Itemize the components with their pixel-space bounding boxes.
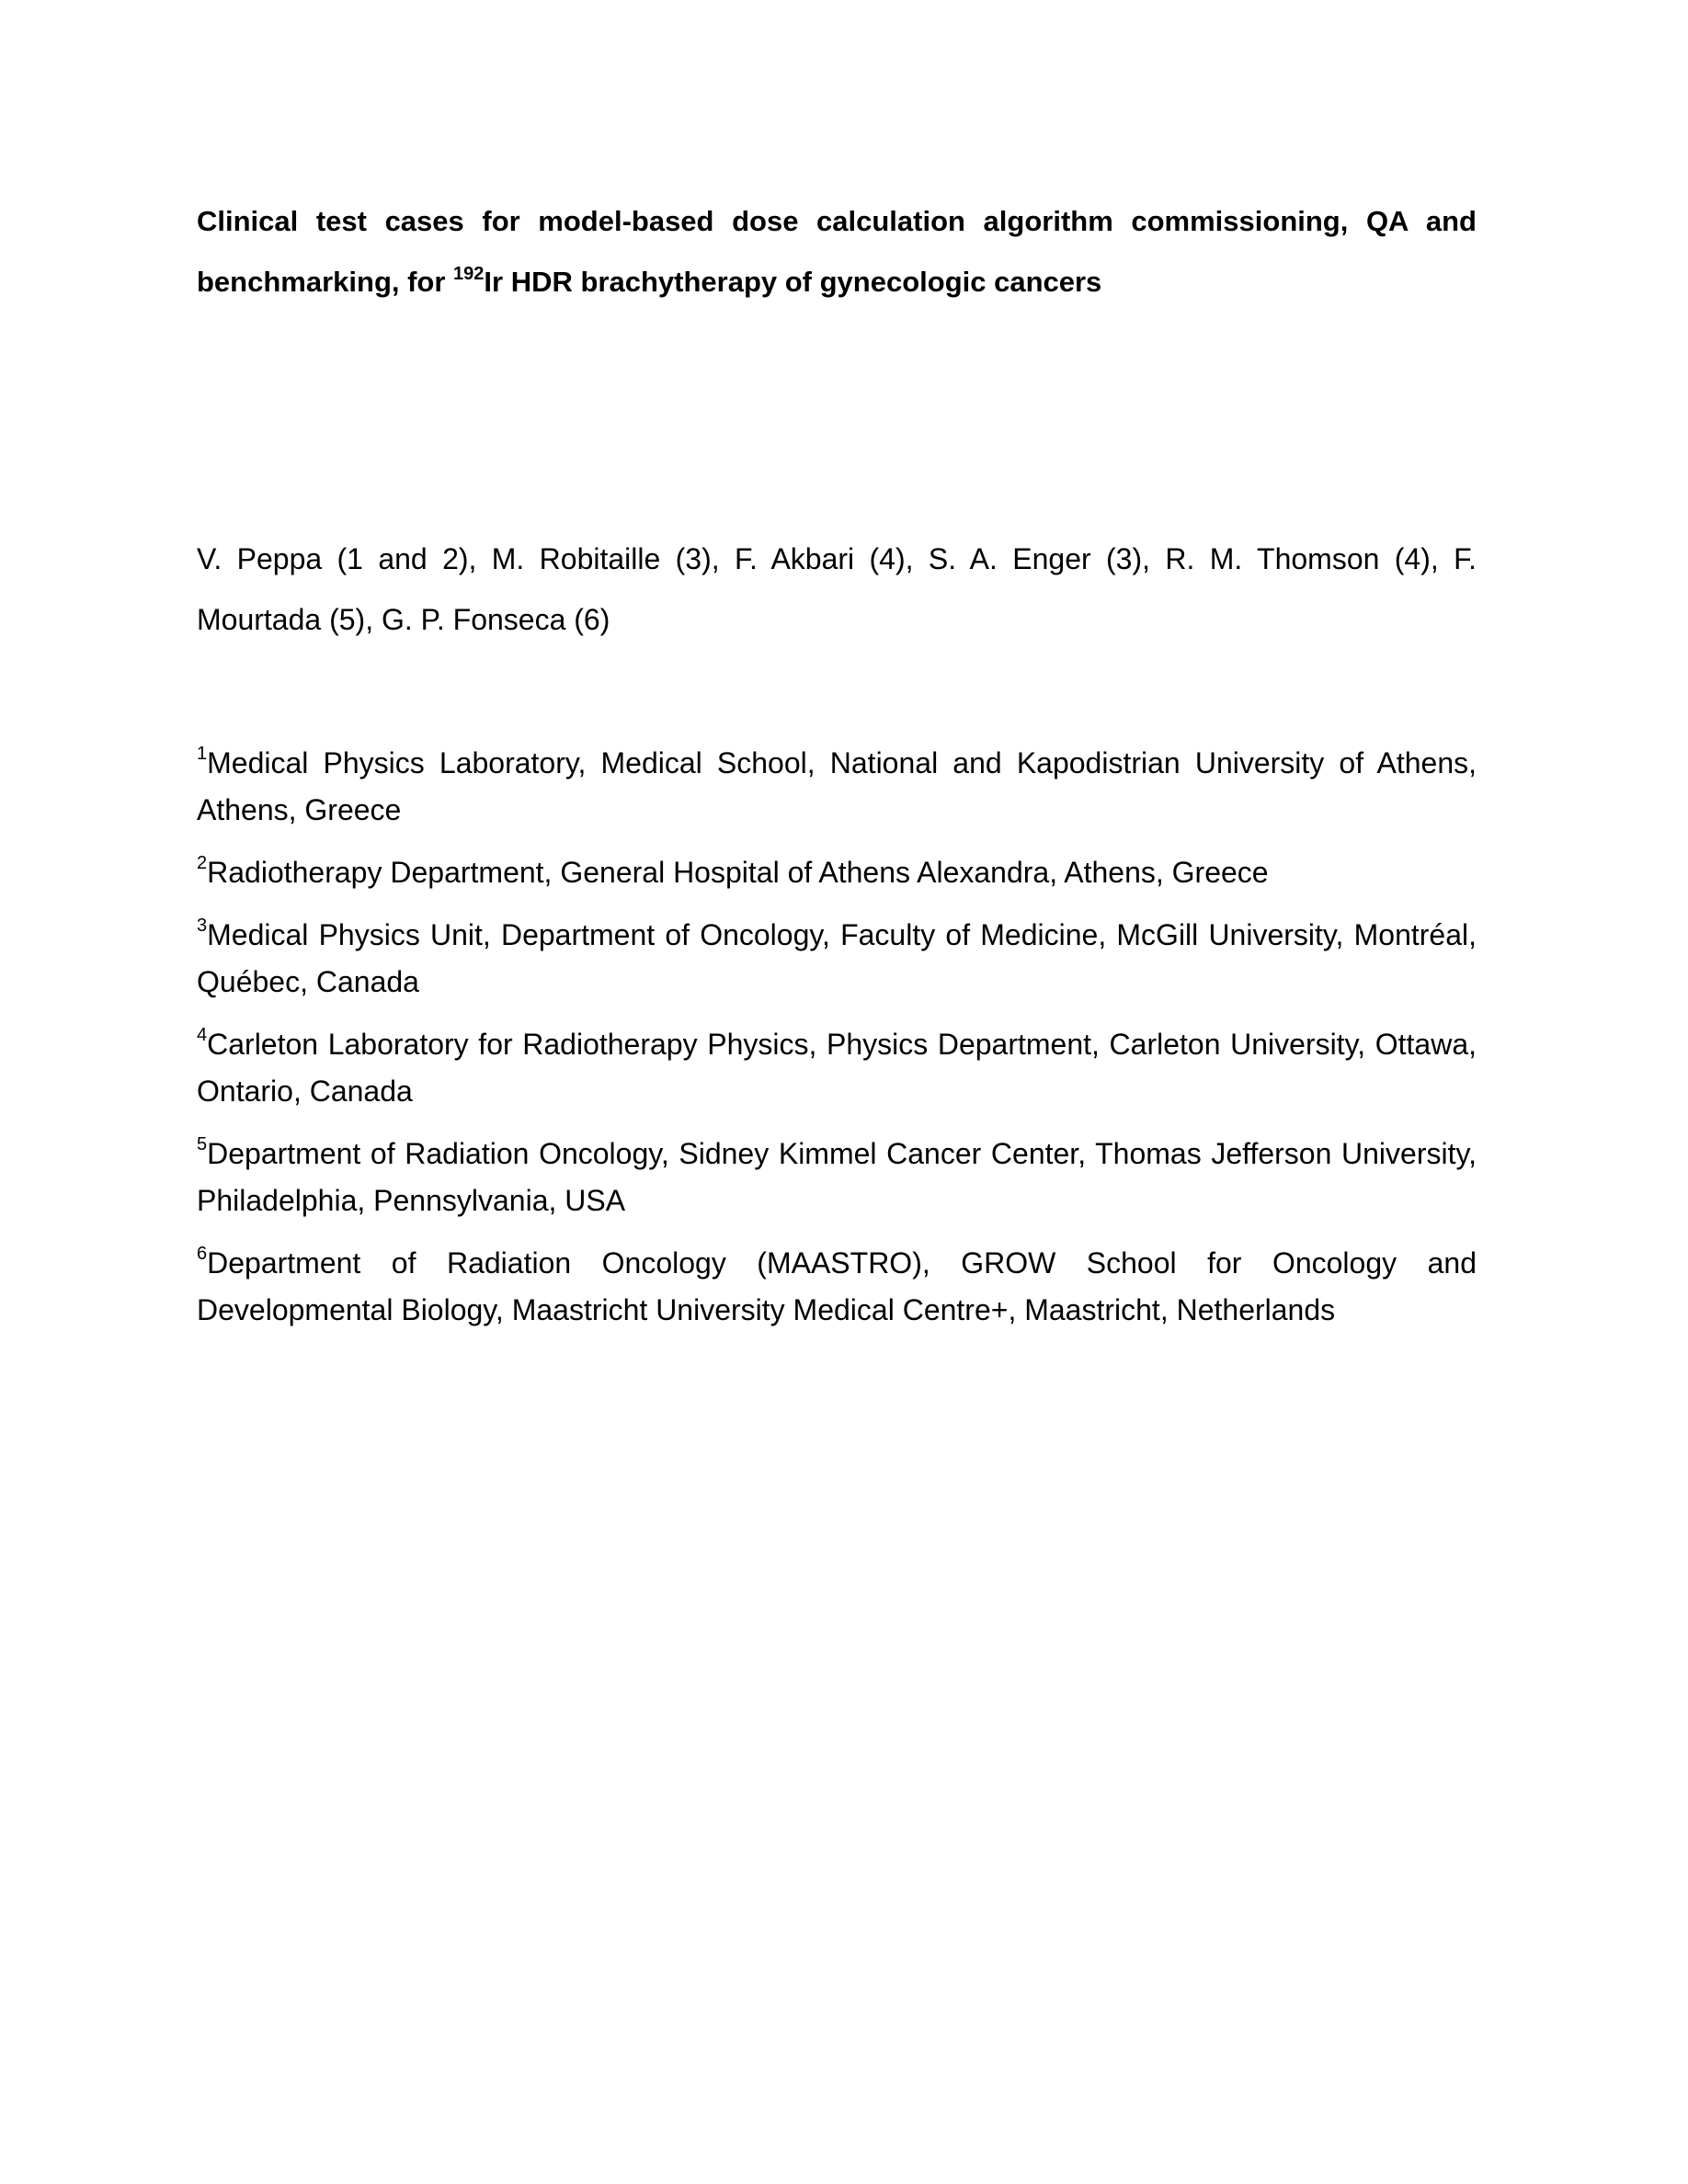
paper-title: [197, 191, 1477, 313]
affiliation-text: Medical Physics Unit, Department of Oncology, Faculty of Medicine, McGill University, Montréal, Québec, Canada: [197, 918, 1477, 998]
affiliation-text: Radiotherapy Department, General Hospital of Athens Alexandra, Athens, Greece: [207, 856, 1269, 889]
affiliation-text: Medical Physics Laboratory, Medical School, National and Kapodistrian University of Athens, Athens, Greece: [197, 746, 1477, 826]
affiliation-number: 2: [197, 853, 208, 874]
affiliation-item: [197, 1131, 1477, 1224]
affiliation-number: 6: [197, 1244, 208, 1265]
title-text-part2: Ir HDR brachytherapy of gynecologic cancers: [484, 266, 1102, 298]
affiliation-item: [197, 1021, 1477, 1115]
isotope-mass-superscript: 192: [453, 263, 485, 284]
affiliation-item: [197, 912, 1477, 1006]
affiliation-item: [197, 740, 1477, 834]
author-list: V. Peppa (1 and 2), M. Robitaille (3), F. Akbari (4), S. A. Enger (3), R. M. Thomson (4), F. Mourtada (5), G. P. Fonseca (6): [197, 542, 1477, 636]
affiliation-list: [197, 740, 1477, 1349]
affiliation-number: 1: [197, 744, 208, 765]
title-text-part1: Clinical test cases for model-based dose calculation algorithm commissioning, QA and benchmarking, for: [197, 205, 1477, 298]
affiliation-number: 4: [197, 1025, 208, 1046]
affiliation-item: [197, 849, 1477, 896]
affiliation-text: Department of Radiation Oncology (MAASTRO), GROW School for Oncology and Developmental Biology, Maastricht University Medical Centre+, Maastricht, Netherlands: [197, 1246, 1477, 1326]
affiliation-text: Carleton Laboratory for Radiotherapy Physics, Physics Department, Carleton University, Ottawa, Ontario, Canada: [197, 1028, 1477, 1108]
affiliation-text: Department of Radiation Oncology, Sidney Kimmel Cancer Center, Thomas Jefferson University, Philadelphia, Pennsylvania, USA: [197, 1137, 1477, 1217]
affiliation-number: 5: [197, 1134, 208, 1155]
affiliation-item: [197, 1240, 1477, 1334]
affiliation-number: 3: [197, 916, 208, 937]
